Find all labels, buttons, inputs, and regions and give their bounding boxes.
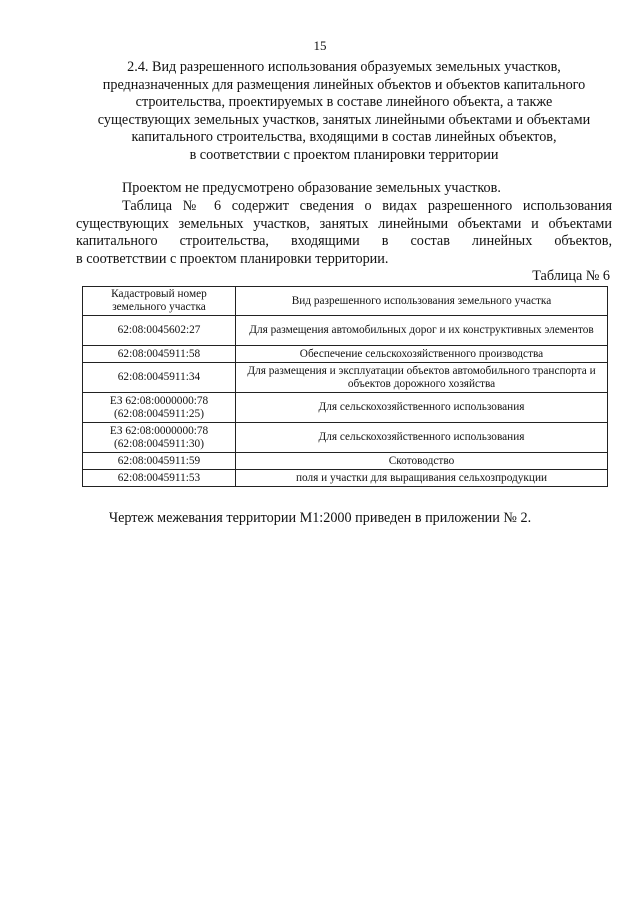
cell-use: Скотоводство bbox=[236, 453, 608, 470]
table-row bbox=[83, 316, 608, 346]
section-heading bbox=[76, 59, 612, 165]
drawing-reference-note: Чертеж межевания территории М1:2000 приведен в приложении № 2. bbox=[108, 510, 532, 526]
paragraph-line: капитального строительства, входящими в состав линейных объектов, bbox=[76, 233, 612, 250]
cell-use: Для сельскохозяйственного использования bbox=[236, 423, 608, 453]
cell-cadastral: 62:08:0045911:59 bbox=[83, 453, 236, 470]
cell-use: Для размещения и эксплуатации объектов автомобильного транспорта и объектов дорожного хозяйства bbox=[236, 363, 608, 393]
cell-cadastral: 62:08:0045602:27 bbox=[83, 316, 236, 346]
cell-use: Обеспечение сельскохозяйственного производства bbox=[236, 346, 608, 363]
cell-cadastral: ЕЗ 62:08:0000000:78 (62:08:0045911:30) bbox=[83, 423, 236, 453]
table-row bbox=[83, 363, 608, 393]
table-header-row bbox=[83, 287, 608, 316]
cell-cadastral: 62:08:0045911:34 bbox=[83, 363, 236, 393]
land-use-table bbox=[82, 286, 608, 487]
paragraph-line: существующих земельных участков, занятых линейными объектами и объектами bbox=[76, 215, 612, 232]
header-use: Вид разрешенного использования земельного участка bbox=[236, 287, 608, 316]
paragraph-line: в соответствии с проектом планировки территории. bbox=[76, 250, 389, 267]
table-caption: Таблица № 6 bbox=[532, 268, 610, 284]
paragraph-table-description bbox=[76, 198, 612, 268]
table-row bbox=[83, 423, 608, 453]
cell-use: поля и участки для выращивания сельхозпродукции bbox=[236, 470, 608, 487]
header-cadastral: Кадастровый номер земельного участка bbox=[83, 287, 236, 316]
cell-use: Для сельскохозяйственного использования bbox=[236, 393, 608, 423]
cell-cadastral: ЕЗ 62:08:0000000:78 (62:08:0045911:25) bbox=[83, 393, 236, 423]
page-number: 15 bbox=[313, 38, 327, 53]
heading-line: капитального строительства, входящими в состав линейных объектов, bbox=[131, 129, 557, 146]
cell-use: Для размещения автомобильных дорог и их конструктивных элементов bbox=[236, 316, 608, 346]
heading-line: предназначенных для размещения линейных объектов и объектов капитального bbox=[102, 76, 586, 93]
table-row bbox=[83, 346, 608, 363]
paragraph-line: Таблица № 6 содержит сведения о видах разрешенного использования bbox=[122, 198, 612, 214]
cell-cadastral: 62:08:0045911:58 bbox=[83, 346, 236, 363]
cell-cadastral: 62:08:0045911:53 bbox=[83, 470, 236, 487]
paragraph-no-formation: Проектом не предусмотрено образование земельных участков. bbox=[122, 180, 501, 196]
heading-line: 2.4. Вид разрешенного использования образуемых земельных участков, bbox=[127, 59, 561, 75]
heading-line: строительства, проектируемых в составе линейного объекта, а также bbox=[135, 94, 553, 111]
table-row bbox=[83, 453, 608, 470]
heading-line: в соответствии с проектом планировки территории bbox=[189, 146, 499, 163]
heading-line: существующих земельных участков, занятых линейными объектами и объектами bbox=[97, 111, 591, 128]
table-row bbox=[83, 470, 608, 487]
table-row bbox=[83, 393, 608, 423]
